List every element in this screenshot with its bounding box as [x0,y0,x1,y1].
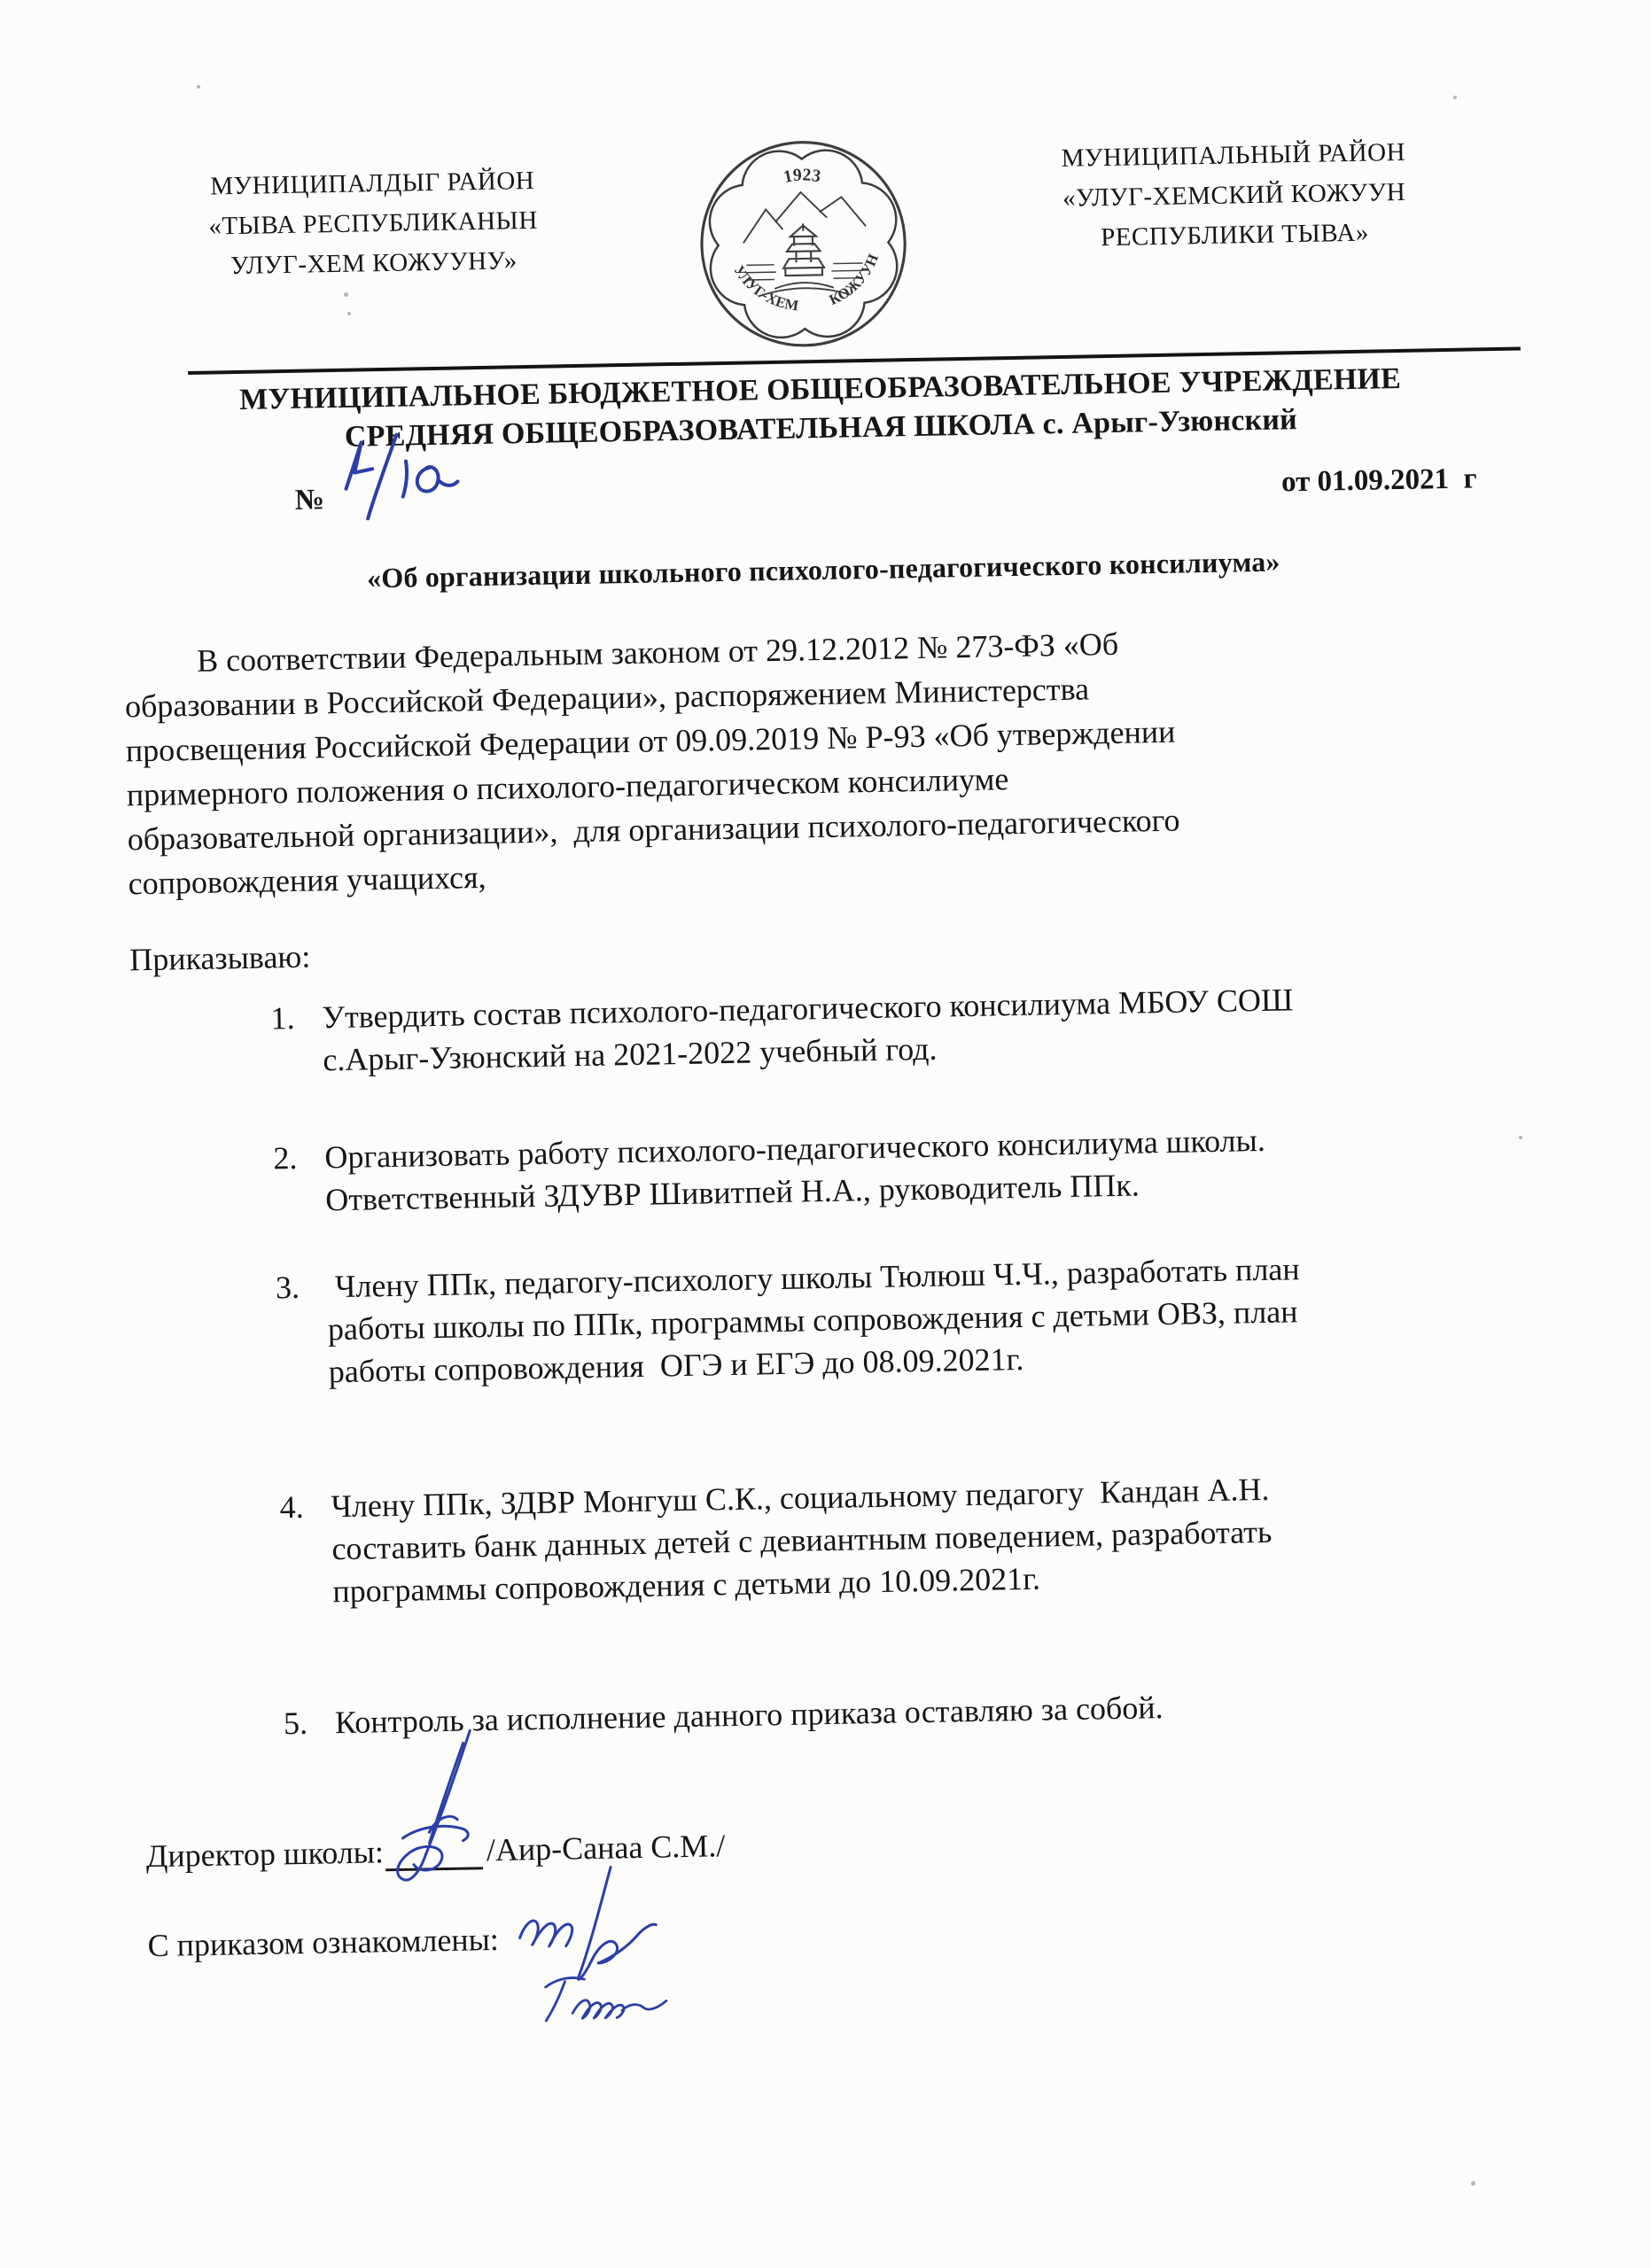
director-label: Директор школы: [145,1834,385,1875]
scan-speck [1453,96,1457,99]
item-line: программы сопровождения с детьми до 10.09.2021г. [332,1560,1041,1610]
seal-name-right-text: КОЖУУН [826,251,883,309]
intro-line: сопровождения учащихся, [128,858,486,902]
item-number: 3. [275,1269,300,1306]
director-name: /Аир-Санаа С.М./ [486,1828,726,1868]
order-item-1 [130,974,1533,1084]
item-line: составить банк данных детей с девиантным поведением, разработать [331,1513,1273,1567]
order-item-3 [136,1243,1539,1396]
order-item-2 [133,1114,1536,1224]
item-line: работы школы по ППк, программы сопровождения с детьми ОВЗ, план [327,1293,1298,1348]
acknowledgment-label: С приказом ознакомлены: [147,1921,500,1964]
org-name-tuvan [114,136,631,289]
signature-underline [385,1831,484,1871]
seal-emblem-graphic [690,131,916,357]
intro-line: примерного положения о психолого-педагогическом консилиуме [126,761,1009,813]
item-text [324,1119,1266,1221]
item-number: 1. [270,999,295,1037]
scan-speck [1519,1136,1522,1139]
intro-line: образовании в Российской Федерации», распоряжением Министерства [124,671,1090,725]
document-title-line: СРЕДНЯЯ ОБЩЕОБРАЗОВАТЕЛЬНАЯ ШКОЛА с. Арыг-Узюнский [344,403,1298,454]
order-item-4 [139,1463,1543,1616]
seal-name-left-text: УЛУГ-ХЕМ [730,261,800,315]
item-line: Организовать работу психолого-педагогического консилиума школы. [324,1122,1266,1176]
order-word: Приказываю: [128,938,311,978]
meta-row [121,462,1522,520]
item-number: 2. [273,1139,298,1177]
document-title-line: МУНИЦИПАЛЬНОЕ БЮДЖЕТНОЕ ОБЩЕОБРАЗОВАТЕЛЬНОЕ УЧРЕЖДЕНИЕ [238,361,1402,416]
director-signature [370,1723,506,1894]
scan-speck [344,292,348,297]
order-items [130,974,1545,1747]
intro-line: просвещения Российской Федерации от 09.09.2019 № Р-93 «Об утверждении [125,713,1176,769]
number-label: № [294,484,325,517]
item-line: работы сопровождения ОГЭ и ЕГЭ до 08.09.2021г. [328,1340,1024,1390]
item-text [322,978,1294,1081]
item-number: 4. [279,1488,304,1526]
document-subject: «Об организации школьного психолого-педагогического консилиума» [366,545,1280,594]
org-line: УЛУГ-ХЕМ КОЖУУНУ» [230,246,518,281]
org-line: «ТЫВА РЕСПУБЛИКАНЫН [208,206,539,241]
org-line: «УЛУГ-ХЕМСКИЙ КОЖУУН [1062,177,1406,213]
seal-year-text: 1923 [782,165,822,188]
org-line: МУНИЦИПАЛДЫГ РАЙОН [210,166,535,201]
item-line: Члену ППк, ЗДВР Монгуш С.К., социальному педагогу Кандан А.Н. [331,1471,1270,1525]
order-item-5 [144,1679,1546,1747]
item-line: Контроль за исполнение данного приказа оставляю за собой. [334,1689,1164,1741]
scan-speck [347,312,351,315]
item-text [327,1247,1302,1393]
intro-line: образовательной организации», для организации психолого-педагогического [127,802,1180,858]
acknowledgment-signature-slot [512,1919,673,1957]
item-line: с.Арыг-Узюнский на 2021-2022 учебный год. [323,1030,938,1078]
intro-line: В соответствии Федеральным законом от 29.12.2012 № 273-ФЗ «Об [196,625,1119,679]
org-line: РЕСПУБЛИКИ ТЫВА» [1100,218,1370,252]
acknowledgment-signature-1 [511,1860,673,1987]
registration-number-handwritten [320,428,499,529]
acknowledgment-signature-2-row [533,1947,1551,2030]
registration-number [294,484,324,517]
item-line: Ответственный ЗДУВР Шивитпей Н.А., руководитель ППк. [324,1167,1140,1218]
scan-speck [197,85,200,89]
school-seal [690,131,916,357]
item-number: 5. [283,1705,308,1742]
document-date: от 01.09.2021 г [1280,462,1477,499]
director-signature-row [145,1812,1548,1877]
intro-paragraph [124,614,1530,905]
org-name-russian [949,120,1519,261]
item-line: Члену ППк, педагогу-психологу школы Тюлюш Ч.Ч., разработать план [326,1251,1300,1305]
item-line: Утвердить состав психолого-педагогического консилиума МБОУ СОШ [322,982,1294,1036]
item-text [331,1468,1273,1612]
letterhead [114,120,1520,368]
org-line: МУНИЦИПАЛЬНЫЙ РАЙОН [1061,137,1406,173]
scan-speck [1471,2181,1475,2186]
